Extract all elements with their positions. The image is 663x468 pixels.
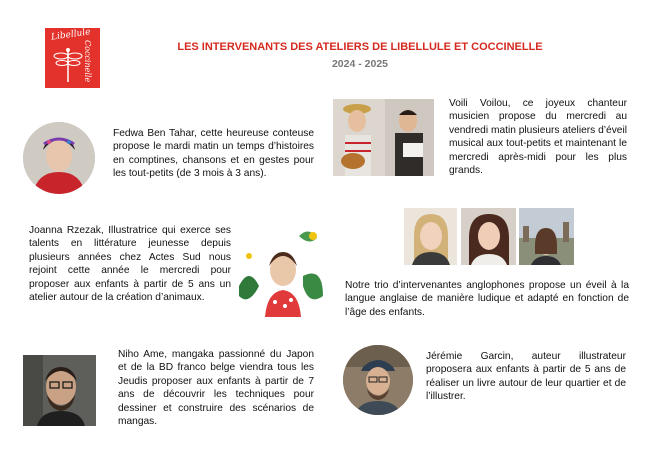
text-joanna: Joanna Rzezak, Illustratrice qui exerce ses talents en littérature jeunesse depuis plusieurs années chez Actes Sud nous rejoint cette année le mercredi pour proposer aux enfants à partir de 5 ans un atelier autour de la création d’animaux. — [29, 225, 231, 304]
photo-jeremie — [343, 345, 413, 415]
photo-trio-3 — [519, 208, 574, 265]
text-trio: Notre trio d’intervenantes anglophones propose un éveil à la langue anglaise de manière ludique et adapté en fonction de l’âge des enfants. — [345, 280, 629, 318]
logo-text-side: Coccinelle — [83, 40, 92, 83]
photo-niho — [23, 355, 96, 426]
logo-text-top: Libellule — [50, 27, 92, 43]
photo-fedwa — [23, 122, 95, 194]
illustration-joanna — [239, 226, 323, 317]
text-jeremie: Jérémie Garcin, auteur illustrateur proposera aux enfants à partir de 5 ans de réaliser un livre autour de leur quartier et de l’illustrer. — [426, 351, 626, 403]
text-fedwa: Fedwa Ben Tahar, cette heureuse conteuse propose le mardi matin un temps d’histoires en comptines, chansons et en gestes pour les tout-petits (de 3 mois à 3 ans). — [113, 128, 314, 180]
photo-trio-2 — [461, 208, 516, 265]
page-title: LES INTERVENANTS DES ATELIERS DE LIBELLULE ET COCCINELLE — [177, 41, 543, 53]
logo — [45, 28, 100, 88]
dragonfly-icon — [53, 46, 83, 84]
text-voili-voilou: Voili Voilou, ce joyeux chanteur musicien propose du mercredi au vendredi matin plusieurs ateliers d’éveil musical aux tout-petits et maintenant le mercredi après-midi pour les plus grands. — [449, 98, 627, 177]
school-year: 2024 - 2025 — [331, 58, 389, 70]
text-niho: Niho Ame, mangaka passionné du Japon et de la BD franco belge viendra tous les Jeudis proposer aux enfants à partir de 7 ans de découvrir les techniques pour dessiner et construire des scénarios de mangas. — [118, 349, 314, 428]
photo-trio-1 — [404, 208, 457, 265]
photo-voili-voilou — [333, 99, 434, 176]
